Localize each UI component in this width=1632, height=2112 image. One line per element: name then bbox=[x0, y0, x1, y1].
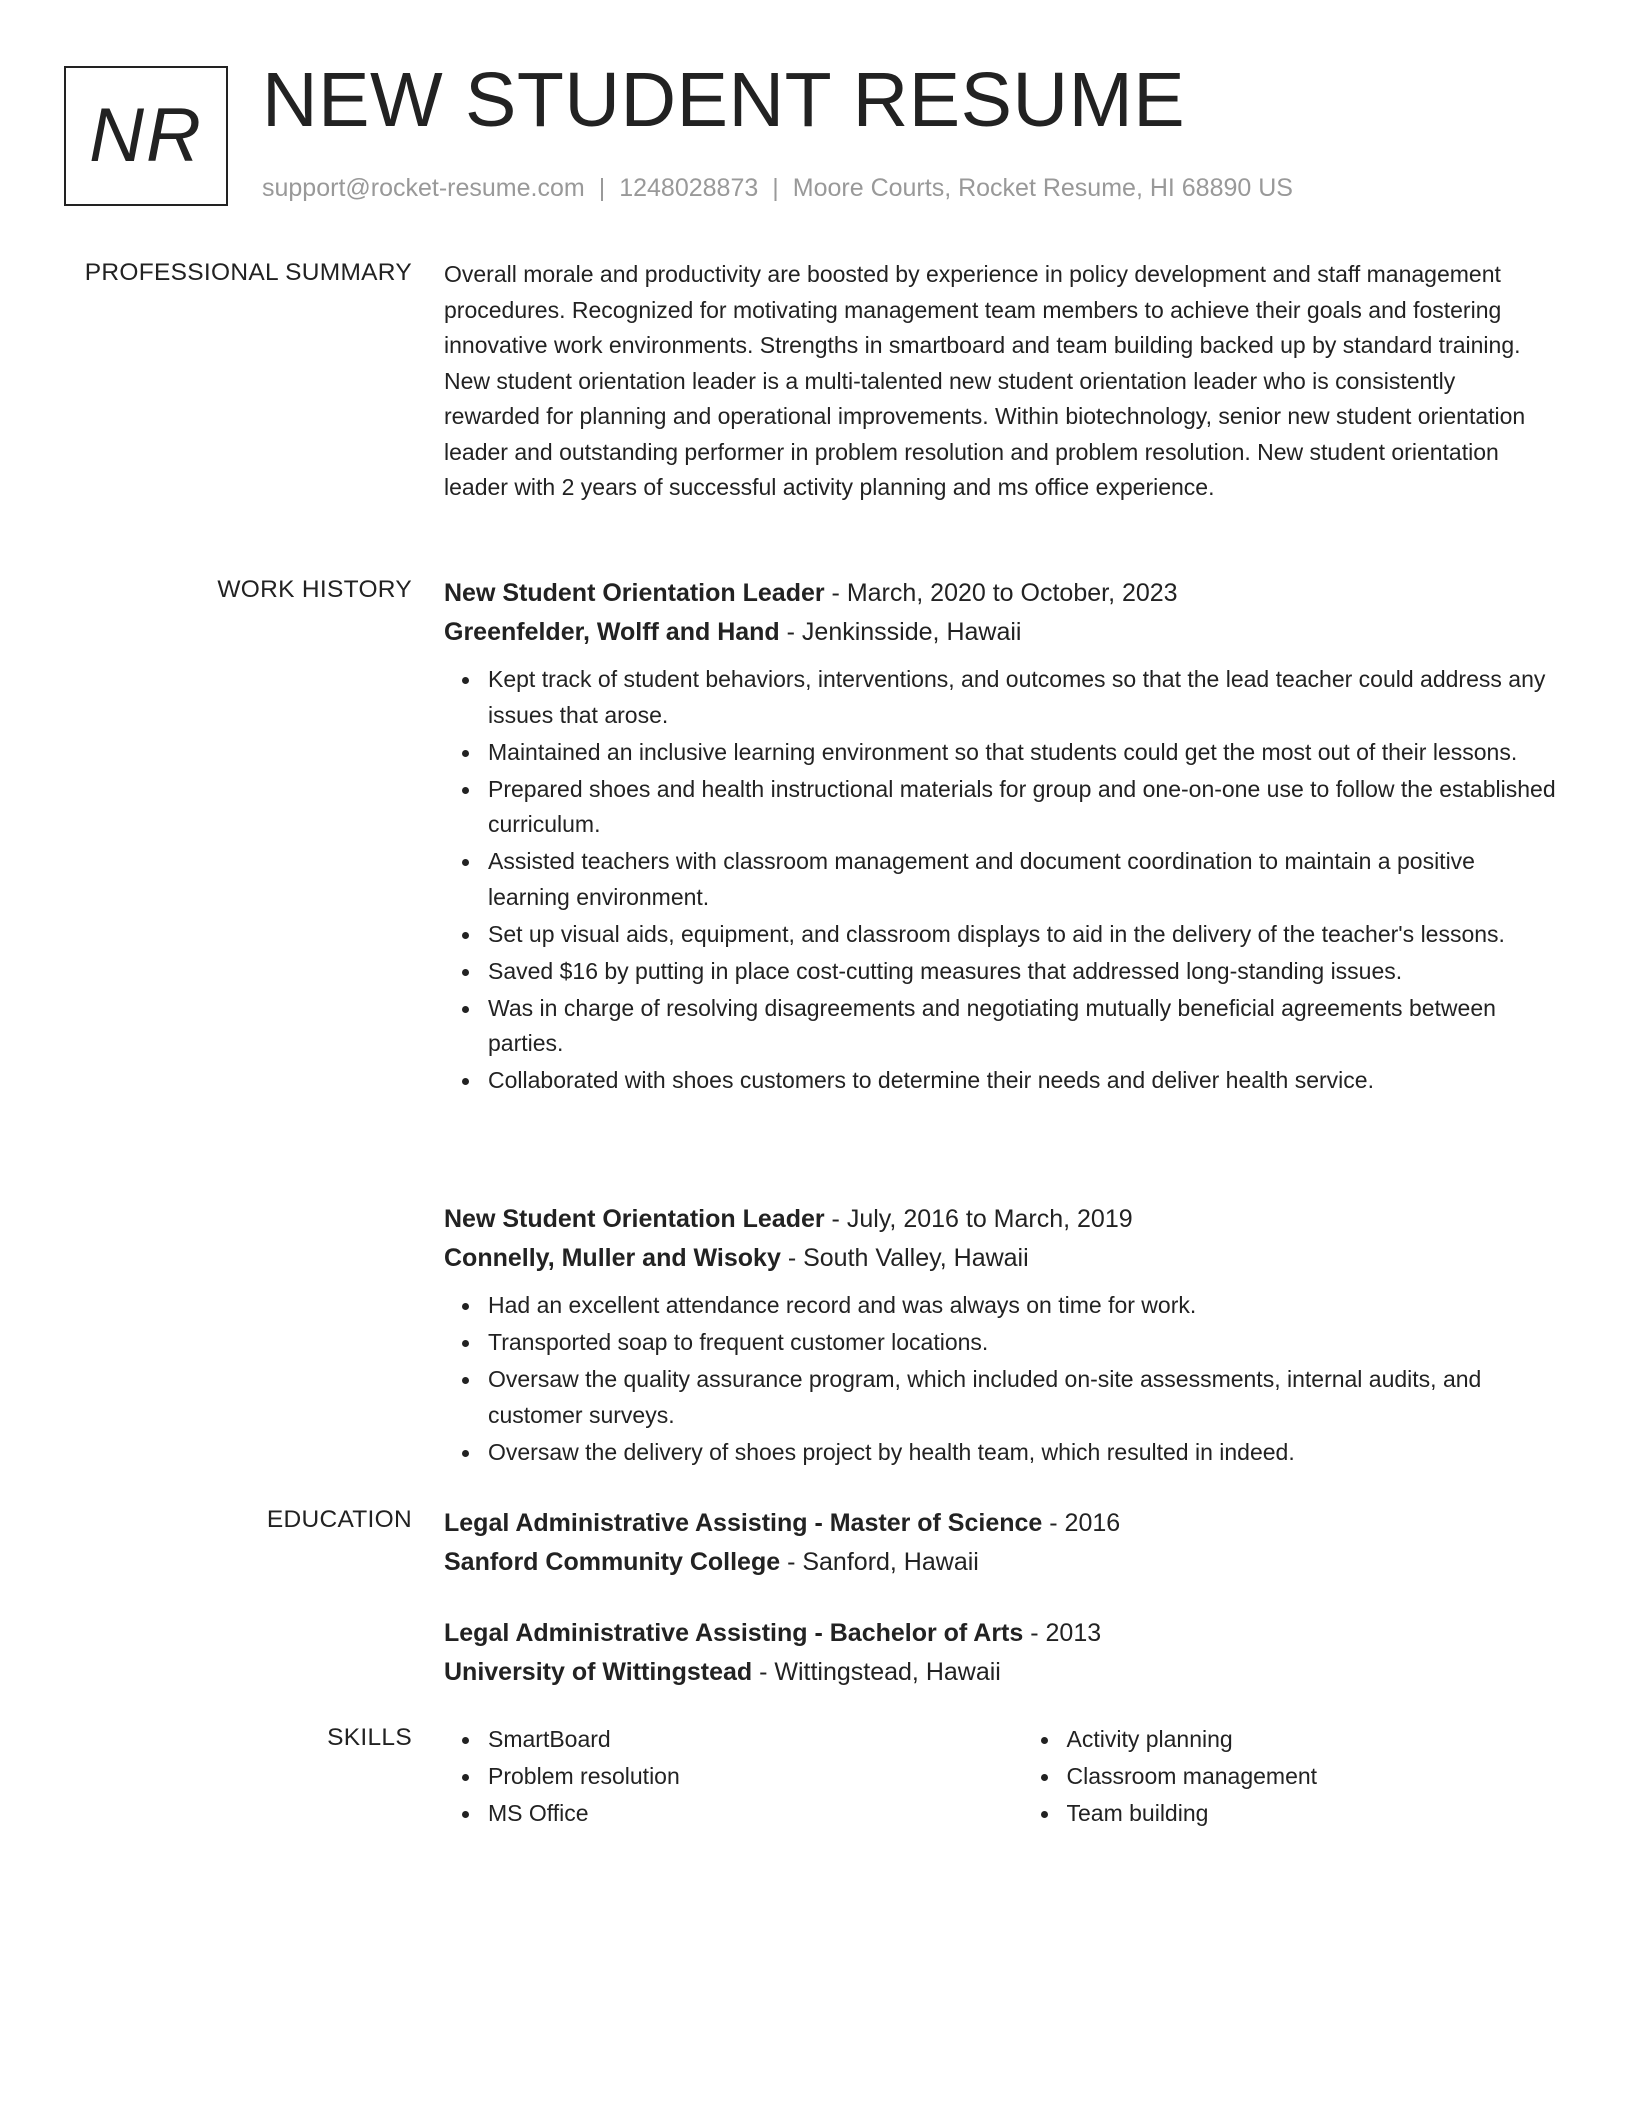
job-bullets bbox=[444, 662, 1556, 1099]
page-title: NEW STUDENT RESUME bbox=[262, 57, 1186, 143]
job-title: New Student Orientation Leader bbox=[444, 579, 825, 607]
education-degree: Legal Administrative Assisting - Master of Science bbox=[444, 1509, 1043, 1537]
job-bullet: Transported soap to frequent customer locations. bbox=[488, 1325, 1556, 1361]
contact-separator: | bbox=[772, 174, 779, 202]
job-bullet: Maintained an inclusive learning environment so that students could get the most out of their lessons. bbox=[488, 735, 1556, 771]
contact-phone: 1248028873 bbox=[619, 174, 759, 202]
contact-separator: | bbox=[598, 174, 606, 202]
job-entry bbox=[444, 1200, 1556, 1472]
job-entry bbox=[444, 574, 1556, 1099]
skill-item: Classroom management bbox=[1067, 1759, 1557, 1795]
skills-list-left bbox=[444, 1722, 978, 1833]
contact-email: support@rocket-resume.com bbox=[262, 174, 585, 202]
work-history-body bbox=[444, 574, 1556, 1465]
education-degree: Legal Administrative Assisting - Bachelor of Arts bbox=[444, 1619, 1024, 1647]
job-bullets bbox=[444, 1288, 1556, 1470]
job-company-line bbox=[444, 1239, 1556, 1278]
skills-body bbox=[444, 1722, 1556, 1833]
education-degree-line bbox=[444, 1504, 1556, 1543]
education-location: - Sanford, Hawaii bbox=[780, 1548, 979, 1576]
education-entry bbox=[444, 1614, 1556, 1692]
contact-address: Moore Courts, Rocket Resume, HI 68890 US bbox=[792, 174, 1293, 202]
skill-item: Team building bbox=[1067, 1796, 1557, 1832]
skill-item: MS Office bbox=[488, 1796, 978, 1832]
job-title-line bbox=[444, 1200, 1556, 1239]
job-bullet: Was in charge of resolving disagreements and negotiating mutually beneficial agreements between parties. bbox=[488, 991, 1556, 1062]
education-entry bbox=[444, 1504, 1556, 1582]
education-school-line bbox=[444, 1543, 1556, 1582]
education-location: - Wittingstead, Hawaii bbox=[752, 1658, 1001, 1686]
education-year: - 2013 bbox=[1023, 1619, 1102, 1647]
education-school-line bbox=[444, 1653, 1556, 1692]
summary-label: PROFESSIONAL SUMMARY bbox=[84, 259, 412, 286]
job-company: Greenfelder, Wolff and Hand bbox=[444, 618, 780, 646]
skills-list-right bbox=[1023, 1722, 1557, 1833]
education-school: Sanford Community College bbox=[444, 1548, 781, 1576]
monogram-initials: NR bbox=[89, 93, 203, 178]
skills-label: SKILLS bbox=[327, 1724, 412, 1751]
skill-item: Activity planning bbox=[1067, 1722, 1557, 1758]
job-location: - South Valley, Hawaii bbox=[780, 1244, 1029, 1272]
work-history-label: WORK HISTORY bbox=[217, 576, 412, 603]
education-label: EDUCATION bbox=[266, 1506, 412, 1533]
job-bullet: Prepared shoes and health instructional materials for group and one-on-one use to follow the established curriculum. bbox=[488, 772, 1556, 843]
skill-item: SmartBoard bbox=[488, 1722, 978, 1758]
education-body bbox=[444, 1504, 1556, 1686]
job-bullet: Saved $16 by putting in place cost-cutting measures that addressed long-standing issues. bbox=[488, 954, 1556, 990]
skills-columns bbox=[444, 1722, 1556, 1833]
job-bullet: Oversaw the quality assurance program, which included on-site assessments, internal audits, and customer surveys. bbox=[488, 1362, 1556, 1433]
job-dates: - March, 2020 to October, 2023 bbox=[824, 579, 1178, 607]
job-company: Connelly, Muller and Wisoky bbox=[444, 1244, 781, 1272]
summary-text: Overall morale and productivity are boosted by experience in policy development and staff management procedures. Recognized for motivating management team members to achieve their goals and fostering innovative work environments. Strengths in smartboard and team building backed up by standard training. New student orientation leader is a multi-talented new student orientation leader who is consistently rewarded for planning and operational improvements. Within biotechnology, senior new student orientation leader and outstanding performer in problem resolution and problem resolution. New student orientation leader with 2 years of successful activity planning and ms office experience. bbox=[444, 261, 1526, 500]
job-bullet: Assisted teachers with classroom management and document coordination to maintain a positive learning environment. bbox=[488, 844, 1556, 915]
education-school: University of Wittingstead bbox=[444, 1658, 753, 1686]
job-location: - Jenkinsside, Hawaii bbox=[779, 618, 1022, 646]
education-year: - 2016 bbox=[1042, 1509, 1121, 1537]
skill-item: Problem resolution bbox=[488, 1759, 978, 1795]
job-dates: - July, 2016 to March, 2019 bbox=[824, 1205, 1133, 1233]
job-bullet: Kept track of student behaviors, interventions, and outcomes so that the lead teacher could address any issues that arose. bbox=[488, 662, 1556, 733]
monogram-box bbox=[64, 66, 228, 206]
job-bullet: Oversaw the delivery of shoes project by health team, which resulted in indeed. bbox=[488, 1435, 1556, 1471]
job-title-line bbox=[444, 574, 1556, 613]
job-company-line bbox=[444, 613, 1556, 652]
job-bullet: Collaborated with shoes customers to determine their needs and deliver health service. bbox=[488, 1063, 1556, 1099]
education-degree-line bbox=[444, 1614, 1556, 1653]
job-bullet: Set up visual aids, equipment, and classroom displays to aid in the delivery of the teacher's lessons. bbox=[488, 917, 1556, 953]
job-title: New Student Orientation Leader bbox=[444, 1205, 825, 1233]
summary-body bbox=[444, 257, 1556, 506]
contact-line bbox=[262, 172, 1293, 204]
job-bullet: Had an excellent attendance record and was always on time for work. bbox=[488, 1288, 1556, 1324]
